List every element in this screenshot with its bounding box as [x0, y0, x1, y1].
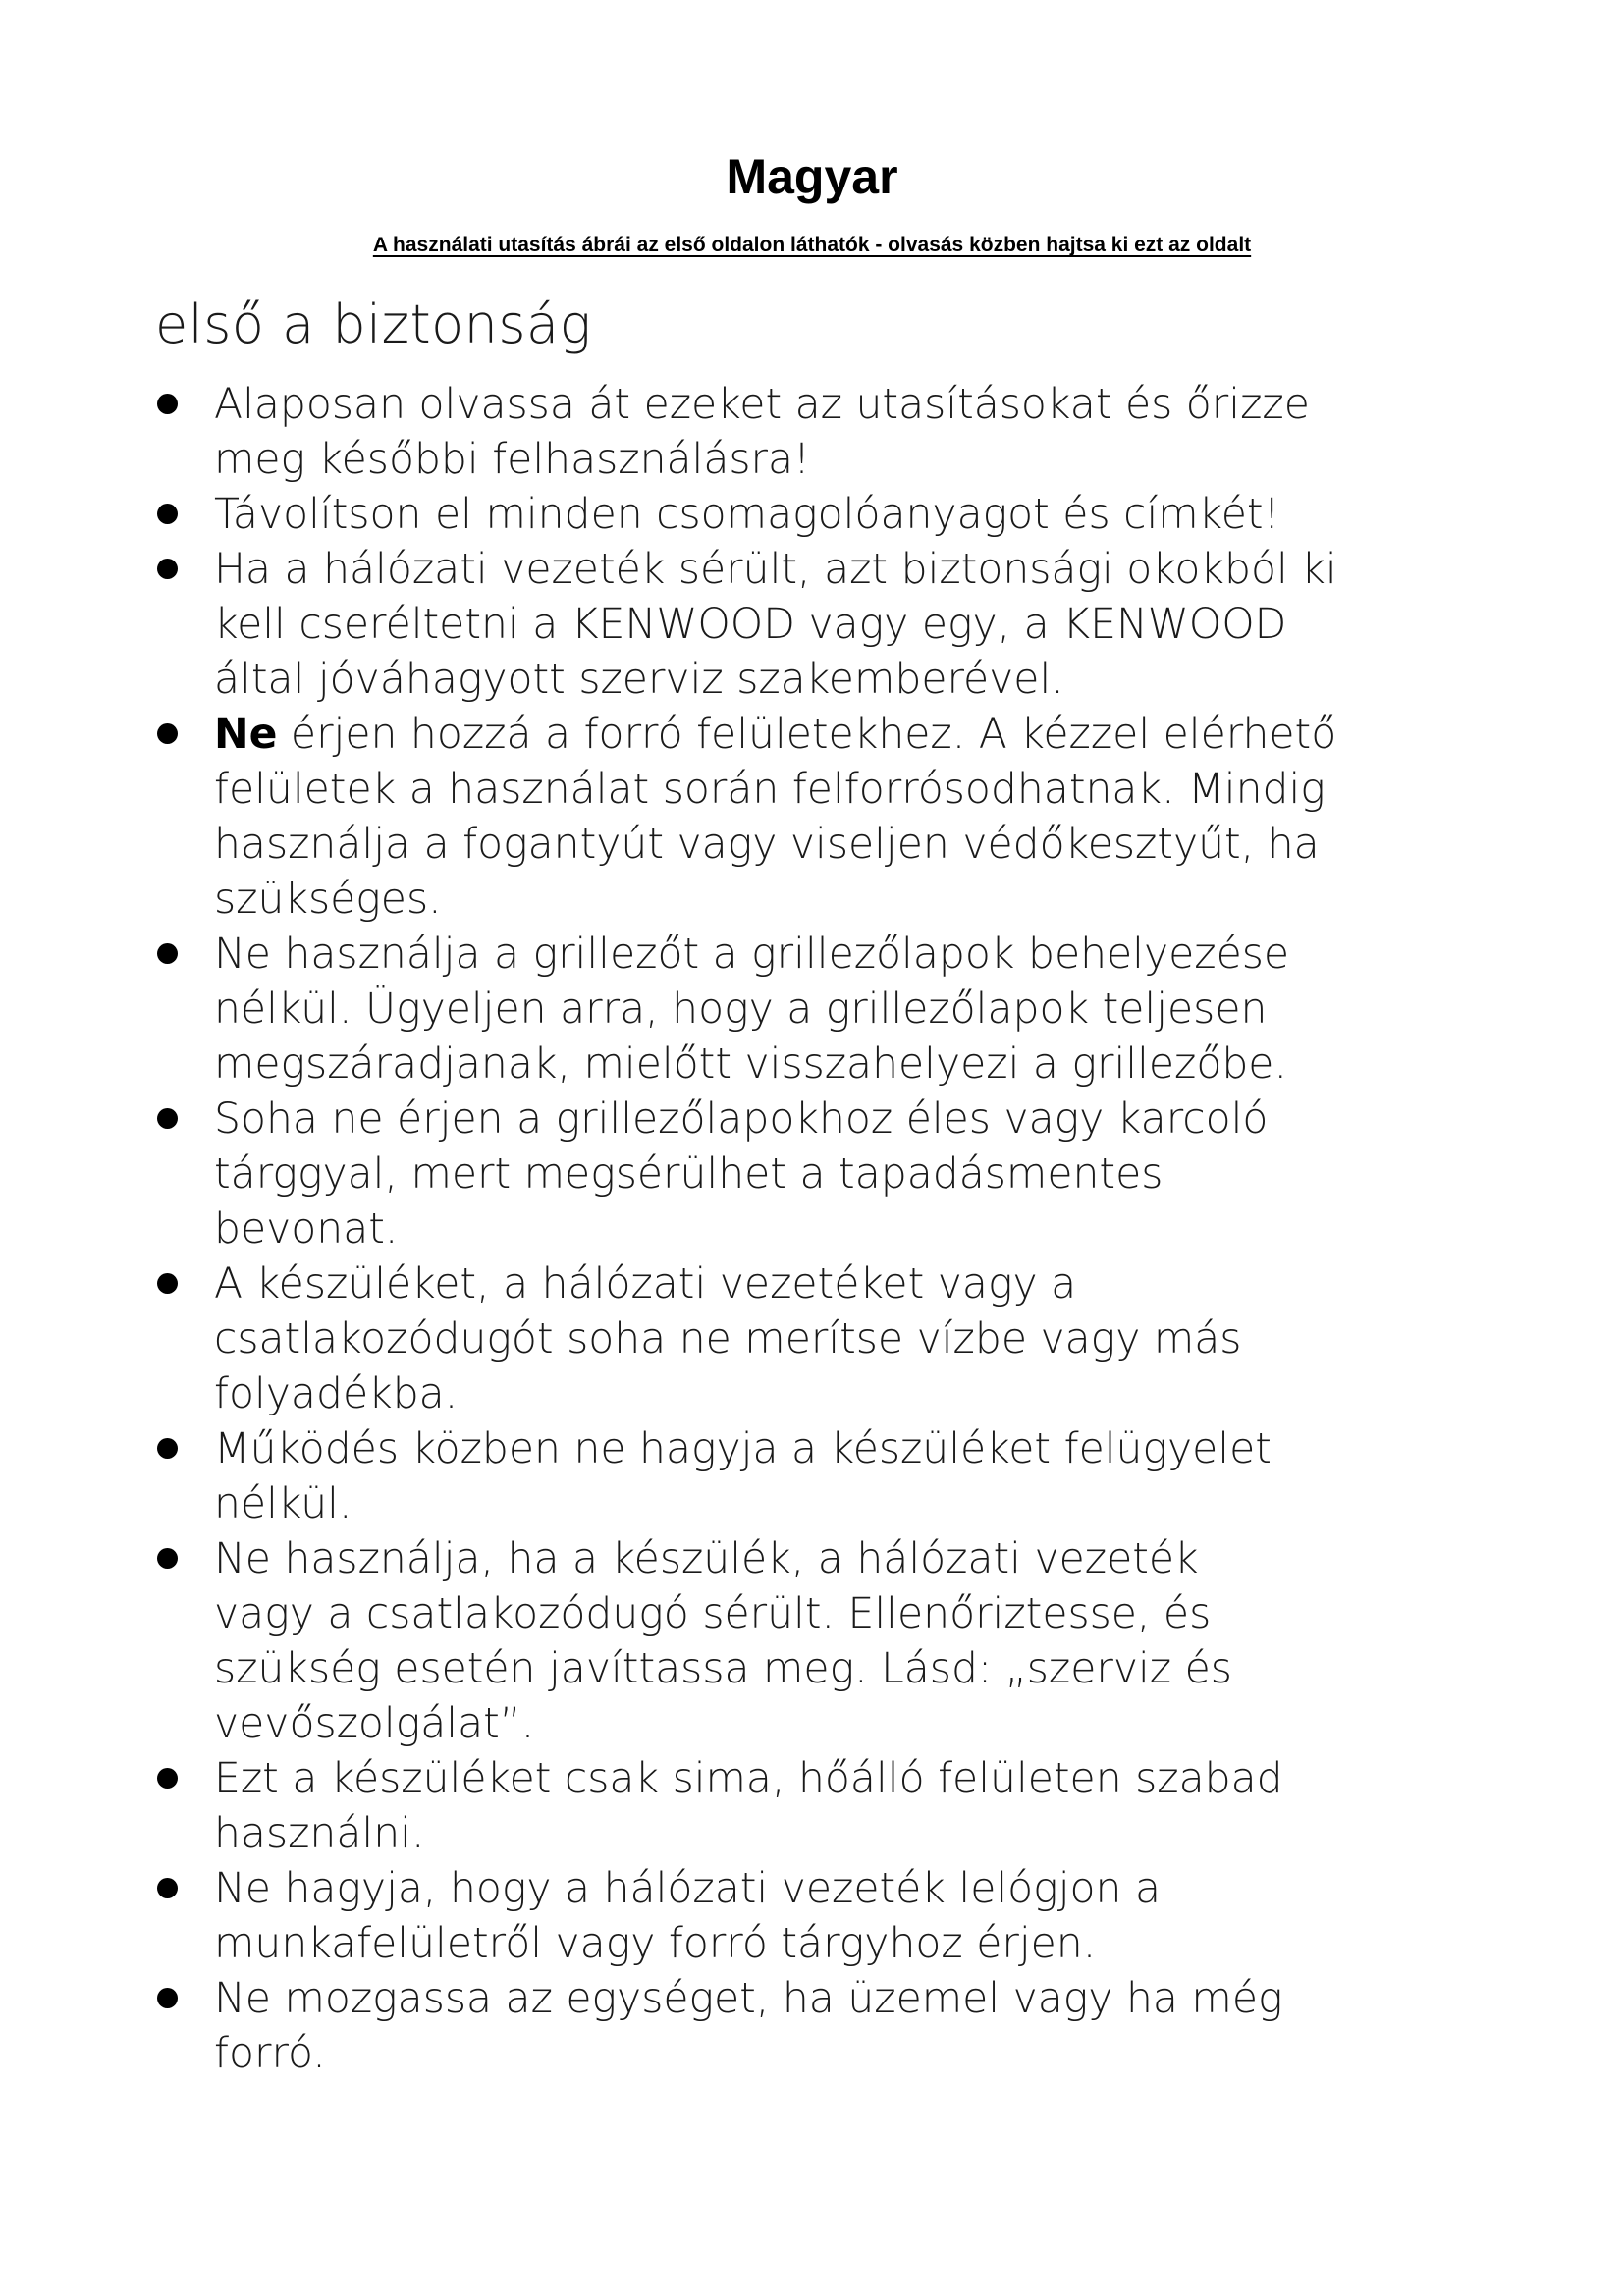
bullet-icon — [157, 504, 178, 524]
list-item-line: nélkül. — [214, 1480, 352, 1528]
list-item-text — [214, 488, 1530, 543]
bullet-icon — [157, 1878, 178, 1898]
list-item-text — [214, 543, 1530, 708]
list-item-line: Ne hagyja, hogy a hálózati vezeték lelógjon a — [214, 1865, 1161, 1913]
list-item-line: által jóváhagyott szerviz szakemberével. — [214, 656, 1064, 704]
bullet-icon — [157, 723, 178, 744]
list-item-text — [214, 1972, 1530, 2082]
bullet-icon — [157, 1273, 178, 1294]
list-item — [155, 1532, 1530, 1752]
list-item-line: megszáradjanak, mielőtt visszahelyezi a grillezőbe. — [214, 1041, 1287, 1089]
list-item — [155, 708, 1530, 928]
bullet-icon — [157, 1438, 178, 1459]
list-item-line: vagy a csatlakozódugó sérült. Ellenőriztesse, és — [214, 1590, 1212, 1638]
list-item-line: felületek a használat során felforrósodhatnak. Mindig — [214, 766, 1326, 814]
list-item-text — [214, 1862, 1530, 1972]
bullet-icon — [157, 1768, 178, 1789]
subtitle-text: A használati utasítás ábrái az első oldalon láthatók - olvasás közben hajtsa ki ezt az oldalt — [372, 234, 1252, 256]
list-item-line: forró. — [214, 2030, 326, 2078]
list-item-line: Ezt a készüléket csak sima, hőálló felületen szabad — [214, 1755, 1283, 1803]
list-item-line: tárggyal, mert megsérülhet a tapadásmentes — [214, 1150, 1164, 1199]
bullet-icon — [157, 1988, 178, 2008]
list-item-text — [214, 1422, 1530, 1532]
list-item-line: Ne használja, ha a készülék, a hálózati vezeték — [214, 1535, 1199, 1583]
page-subtitle — [0, 232, 1624, 259]
list-item-line: Ne használja a grillezőt a grillezőlapok behelyezése — [214, 931, 1290, 979]
list-item-text — [214, 378, 1530, 488]
list-item-line: szükség esetén javíttassa meg. Lásd: „szerviz és — [214, 1645, 1232, 1693]
list-item-line: használni. — [214, 1810, 425, 1858]
list-item-line: meg későbbi felhasználásra! — [214, 436, 811, 484]
list-item-line: szükséges. — [214, 876, 442, 924]
list-item — [155, 488, 1530, 543]
list-item-line: bevonat. — [214, 1205, 399, 1254]
bullet-icon — [157, 1548, 178, 1569]
list-item — [155, 1422, 1530, 1532]
list-item-line: Ne érjen hozzá a forró felületekhez. A kézzel elérhető — [214, 711, 1337, 759]
list-item-text — [214, 708, 1530, 928]
list-item-line: nélkül. Ügyeljen arra, hogy a grillezőlapok teljesen — [214, 986, 1268, 1034]
list-item-text — [214, 1752, 1530, 1862]
list-item-line: folyadékba. — [214, 1370, 459, 1418]
list-item — [155, 543, 1530, 708]
list-item — [155, 928, 1530, 1093]
emphasis-text: Ne — [214, 711, 278, 759]
list-item-line: használja a fogantyút vagy viseljen védőkesztyűt, ha — [214, 821, 1320, 869]
list-item — [155, 1862, 1530, 1972]
list-item — [155, 1752, 1530, 1862]
list-item-line: kell cseréltetni a KENWOOD vagy egy, a KENWOOD — [214, 601, 1287, 649]
list-item — [155, 378, 1530, 488]
list-item-line: Távolítson el minden csomagolóanyagot és címkét! — [214, 491, 1280, 539]
bullet-icon — [157, 1108, 178, 1129]
page-title: Magyar — [726, 149, 898, 204]
list-item-line: Működés közben ne hagyja a készüléket felügyelet — [214, 1425, 1272, 1473]
list-item-line: A készüléket, a hálózati vezetéket vagy a — [214, 1260, 1077, 1308]
bullet-icon — [157, 394, 178, 414]
list-item-line: Ne mozgassa az egységet, ha üzemel vagy ha még — [214, 1975, 1283, 2023]
list-item-text — [214, 1257, 1530, 1422]
list-item — [155, 1093, 1530, 1257]
list-item-line: csatlakozódugót soha ne merítse vízbe vagy más — [214, 1315, 1242, 1363]
list-item-line: Alaposan olvassa át ezeket az utasításokat és őrizze — [214, 381, 1310, 429]
list-item-text — [214, 1532, 1530, 1752]
section-heading: első a biztonság — [155, 294, 592, 355]
list-item-line: munkafelületről vagy forró tárgyhoz érjen. — [214, 1920, 1097, 1968]
list-item-line: Soha ne érjen a grillezőlapokhoz éles vagy karcoló — [214, 1095, 1269, 1144]
bullet-icon — [157, 943, 178, 964]
list-item-text — [214, 928, 1530, 1093]
safety-list — [155, 378, 1530, 2082]
bullet-icon — [157, 559, 178, 579]
list-item-line: vevőszolgálat”. — [214, 1700, 535, 1748]
list-item — [155, 1257, 1530, 1422]
list-item-line: Ha a hálózati vezeték sérült, azt biztonsági okokból ki — [214, 546, 1337, 594]
list-item — [155, 1972, 1530, 2082]
list-item-text — [214, 1093, 1530, 1257]
